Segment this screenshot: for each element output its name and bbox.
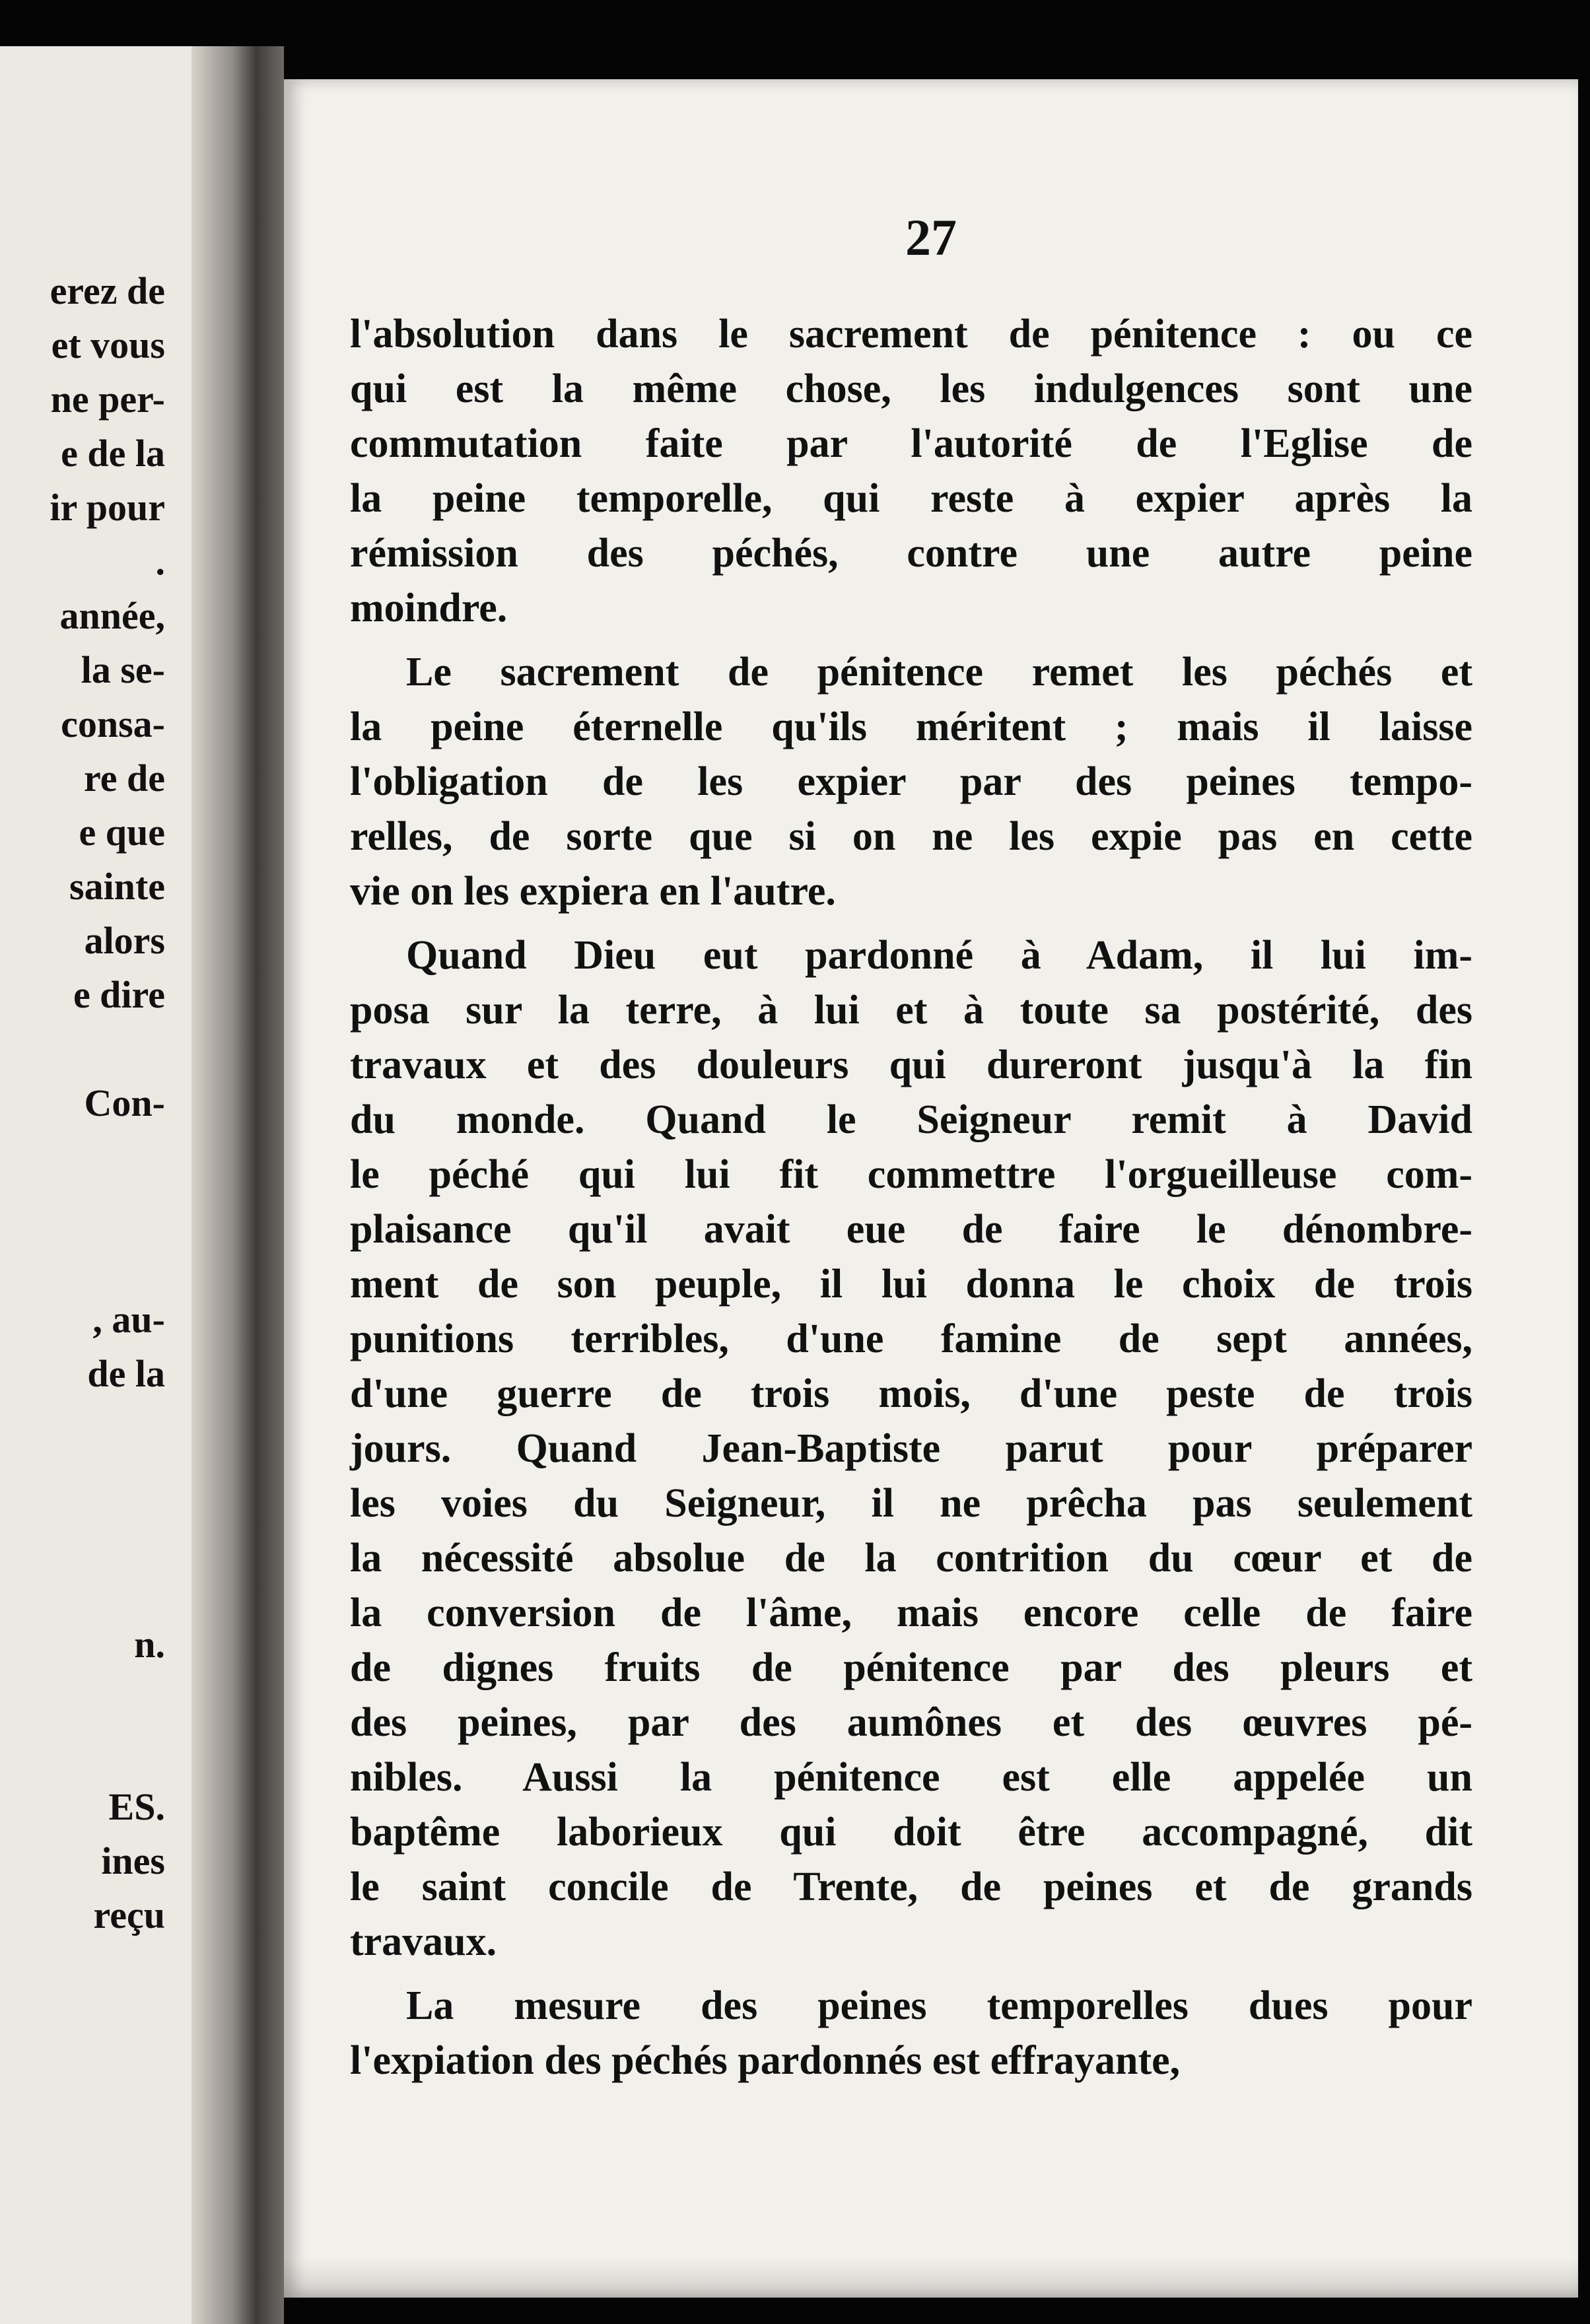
left-page-line: et vous bbox=[51, 324, 165, 366]
page-bottom-shadow bbox=[284, 2258, 1578, 2298]
text-line: l'obligation de les expier par des peines tempo- bbox=[350, 759, 1472, 804]
text-line: la conversion de l'âme, mais encore celle de faire bbox=[350, 1590, 1472, 1635]
text-line: punitions terribles, d'une famine de sept années, bbox=[350, 1316, 1472, 1361]
left-page-line: ES. bbox=[108, 1785, 165, 1828]
left-page-line: sainte bbox=[69, 865, 165, 908]
left-page-line: la se- bbox=[81, 648, 165, 691]
text-line: l'expiation des péchés pardonnés est effrayante, bbox=[350, 2038, 1181, 2083]
left-page-line: reçu bbox=[93, 1894, 165, 1936]
text-line: qui est la même chose, les indulgences sont une bbox=[350, 366, 1472, 411]
left-page-line: Con- bbox=[84, 1081, 165, 1124]
paragraph bbox=[350, 645, 1472, 919]
text-line: relles, de sorte que si on ne les expie pas en cette bbox=[350, 814, 1472, 859]
paragraph bbox=[350, 307, 1472, 636]
left-page-line: re de bbox=[84, 757, 165, 800]
left-page-line bbox=[0, 1130, 165, 1184]
left-page-line: e de la bbox=[61, 432, 165, 475]
left-page-line: n. bbox=[134, 1623, 165, 1666]
text-line: commutation faite par l'autorité de l'Eglise de bbox=[350, 421, 1472, 466]
left-page-line: consa- bbox=[61, 702, 165, 745]
text-line: d'une guerre de trois mois, d'une peste de trois bbox=[350, 1371, 1472, 1416]
text-line: les voies du Seigneur, il ne prêcha pas seulement bbox=[350, 1481, 1472, 1526]
text-line: l'absolution dans le sacrement de pénitence : ou ce bbox=[350, 312, 1472, 357]
text-line: rémission des péchés, contre une autre peine bbox=[350, 531, 1472, 576]
text-line: ment de son peuple, il lui donna le choix de trois bbox=[350, 1262, 1472, 1307]
text-line: Le sacrement de pénitence remet les péchés et bbox=[406, 650, 1472, 695]
text-line: des peines, par des aumônes et des œuvres pé- bbox=[350, 1700, 1472, 1745]
left-page-line bbox=[0, 1239, 165, 1293]
text-line: la peine temporelle, qui reste à expier après la bbox=[350, 476, 1472, 521]
left-page-text-fragments bbox=[0, 264, 165, 1942]
left-page-line: ines bbox=[101, 1839, 165, 1882]
book-gutter bbox=[191, 46, 284, 2324]
text-line: de dignes fruits de pénitence par des pleurs et bbox=[350, 1645, 1472, 1690]
text-line: du monde. Quand le Seigneur remit à David bbox=[350, 1097, 1472, 1142]
text-line: le saint concile de Trente, de peines et de grands bbox=[350, 1864, 1472, 1909]
text-line: travaux. bbox=[350, 1919, 497, 1964]
left-page-line: e dire bbox=[73, 973, 165, 1016]
left-page-line: de la bbox=[87, 1352, 165, 1395]
left-page-line bbox=[0, 1184, 165, 1239]
left-page-line: ir pour bbox=[50, 486, 165, 529]
left-page-line bbox=[0, 1509, 165, 1563]
left-page-line bbox=[0, 1726, 165, 1780]
page-body-text bbox=[350, 307, 1472, 2088]
text-line: baptême laborieux qui doit être accompagné, dit bbox=[350, 1810, 1472, 1855]
text-line: plaisance qu'il avait eue de faire le dénombre- bbox=[350, 1207, 1472, 1252]
left-page-line: alors bbox=[84, 919, 165, 962]
text-line: moindre. bbox=[350, 586, 508, 631]
page-number: 27 bbox=[905, 209, 957, 266]
left-page-line: . bbox=[155, 540, 165, 583]
text-line: travaux et des douleurs qui dureront jusqu'à la fin bbox=[350, 1042, 1472, 1087]
left-page-line bbox=[0, 1563, 165, 1618]
left-page-line bbox=[0, 1401, 165, 1455]
left-page-line bbox=[0, 1455, 165, 1509]
text-line: le péché qui lui fit commettre l'orgueilleuse com- bbox=[350, 1152, 1472, 1197]
paragraph bbox=[350, 928, 1472, 1969]
left-page-line bbox=[0, 1672, 165, 1726]
text-line: jours. Quand Jean-Baptiste parut pour préparer bbox=[350, 1426, 1472, 1471]
left-page-line: ne per- bbox=[50, 378, 165, 421]
left-page-line: erez de bbox=[50, 269, 165, 312]
left-page-line: e que bbox=[79, 811, 165, 854]
left-page-line: année, bbox=[59, 594, 165, 637]
text-line: Quand Dieu eut pardonné à Adam, il lui im- bbox=[406, 933, 1472, 978]
text-line: posa sur la terre, à lui et à toute sa postérité, des bbox=[350, 988, 1472, 1033]
left-page-line: , au- bbox=[92, 1298, 165, 1341]
text-line: La mesure des peines temporelles dues pour bbox=[406, 1983, 1472, 2028]
text-line: vie on les expiera en l'autre. bbox=[350, 869, 836, 914]
text-line: nibles. Aussi la pénitence est elle appelée un bbox=[350, 1755, 1472, 1800]
right-page bbox=[284, 79, 1578, 2298]
left-page-line bbox=[0, 1022, 165, 1076]
text-line: la peine éternelle qu'ils méritent ; mais il laisse bbox=[350, 704, 1472, 749]
text-line: la nécessité absolue de la contrition du cœur et de bbox=[350, 1536, 1472, 1581]
paragraph bbox=[350, 1979, 1472, 2088]
